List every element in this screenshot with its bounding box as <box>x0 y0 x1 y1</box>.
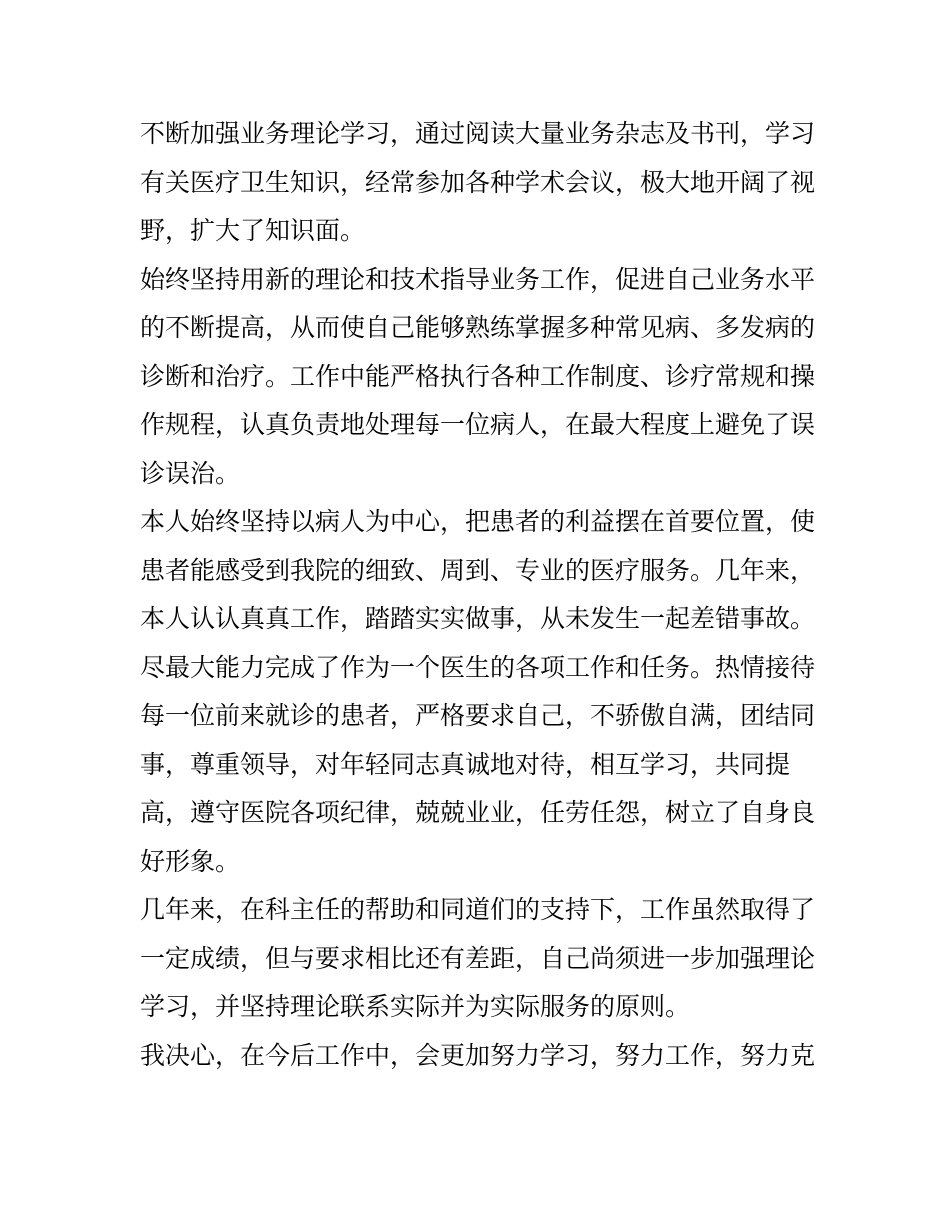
paragraph-patient-care: 本人始终坚持以病人为中心，把患者的利益摆在首要位置，使患者能感受到我院的细致、周到、专业的医疗服务。几年来，本人认认真真工作，踏踏实实做事，从未发生一起差错事故。尽最大能力完成了作为一个医生的各项工作和任务。热情接待每一位前来就诊的患者，严格要求自己，不骄傲自满，团结同事，尊重领导，对年轻同志真诚地对待，相互学习，共同提高，遵守医院各项纪律，兢兢业业，任劳任怨，树立了自身良好形象。 <box>140 507 816 876</box>
paragraph-study: 不断加强业务理论学习，通过阅读大量业务杂志及书刊，学习有关医疗卫生知识，经常参加各种学术会议，极大地开阔了视野，扩大了知识面。 <box>140 119 816 245</box>
paragraph-achievements: 几年来，在科主任的帮助和同道们的支持下，工作虽然取得了一定成绩，但与要求相比还有差距，自己尚须进一步加强理论学习，并坚持理论联系实际并为实际服务的原则。 <box>140 895 816 1021</box>
paragraph-practice: 始终坚持用新的理论和技术指导业务工作，促进自己业务水平的不断提高，从而使自己能够熟练掌握多种常见病、多发病的诊断和治疗。工作中能严格执行各种工作制度、诊疗常规和操作规程，认真负责地处理每一位病人，在最大程度上避免了误诊误治。 <box>140 264 816 488</box>
document-body <box>140 110 820 1080</box>
paragraph-resolution: 我决心，在今后工作中，会更加努力学习，努力工作，努力克 <box>140 1040 816 1070</box>
